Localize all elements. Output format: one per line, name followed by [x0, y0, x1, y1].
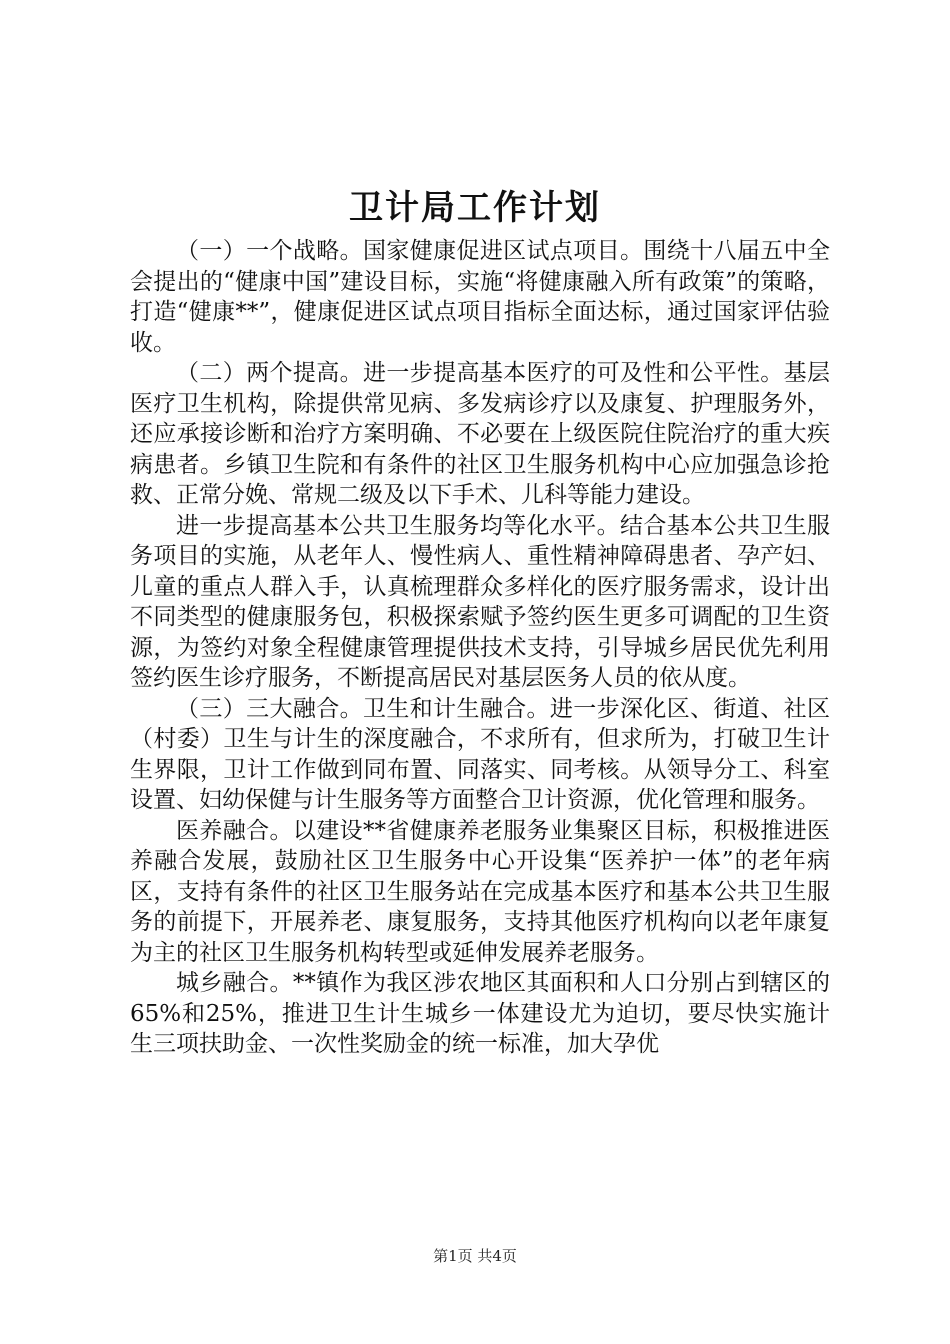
paragraph-urban-rural: 城乡融合。**镇作为我区涉农地区其面积和人口分别占到辖区的65%和25%，推进卫生计生城乡一体建设尤为迫切，要尽快实施计生三项扶助金、一次性奖励金的统一标准，加大孕优: [130, 970, 830, 1057]
paragraph-strategy: （一）一个战略。国家健康促进区试点项目。围绕十八届五中全会提出的“健康中国”建设目标，实施“将健康融入所有政策”的策略，打造“健康**”，健康促进区试点项目指标全面达标，通过国家评估验收。: [130, 238, 830, 356]
paragraph-public-health: 进一步提高基本公共卫生服务均等化水平。结合基本公共卫生服务项目的实施，从老年人、慢性病人、重性精神障碍患者、孕产妇、儿童的重点人群入手，认真梳理群众多样化的医疗服务需求，设计出不同类型的健康服务包，积极探索赋予签约医生更多可调配的卫生资源，为签约对象全程健康管理提供技术支持，引导城乡居民优先利用签约医生诊疗服务，不断提高居民对基层医务人员的依从度。: [130, 512, 830, 691]
paragraph-two-improvements: （二）两个提高。进一步提高基本医疗的可及性和公平性。基层医疗卫生机构，除提供常见病、多发病诊疗以及康复、护理服务外，还应承接诊断和治疗方案明确、不必要在上级医院住院治疗的重大疾病患者。乡镇卫生院和有条件的社区卫生服务机构中心应加强急诊抢救、正常分娩、常规二级及以下手术、儿科等能力建设。: [130, 360, 830, 508]
document-body: [130, 236, 830, 1060]
page-number: 第1页 共4页: [433, 1247, 517, 1265]
paragraph-three-integrations: （三）三大融合。卫生和计生融合。进一步深化区、街道、社区（村委）卫生与计生的深度融合，不求所有，但求所为，打破卫生计生界限，卫计工作做到同布置、同落实、同考核。从领导分工、科室设置、妇幼保健与计生服务等方面整合卫计资源，优化管理和服务。: [130, 695, 830, 813]
paragraph-medical-elderly-care: 医养融合。以建设**省健康养老服务业集聚区目标，积极推进医养融合发展，鼓励社区卫生服务中心开设集“医养护一体”的老年病区，支持有条件的社区卫生服务站在完成基本医疗和基本公共卫生服务的前提下，开展养老、康复服务，支持其他医疗机构向以老年康复为主的社区卫生服务机构转型或延伸发展养老服务。: [130, 817, 830, 966]
document-title: 卫计局工作计划: [349, 188, 601, 228]
